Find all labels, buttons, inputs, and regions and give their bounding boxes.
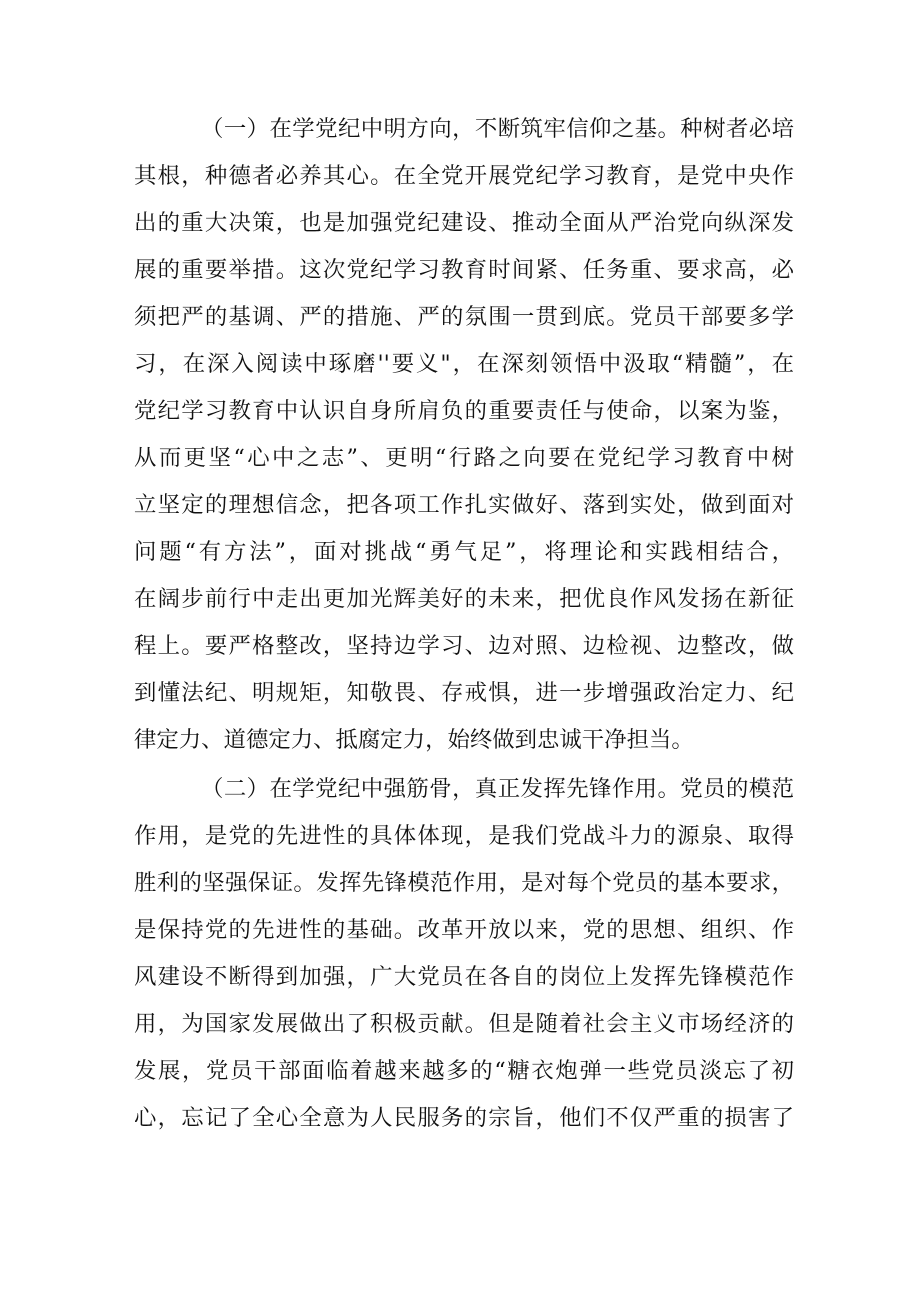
paragraph-line: 党纪学习教育中认识自身所肩负的重要责任与使命，以案为鉴， bbox=[134, 398, 794, 424]
paragraph-line: 程上。要严格整改，坚持边学习、边对照、边检视、边整改，做 bbox=[134, 633, 794, 659]
paragraph-line: 是保持党的先进性的基础。改革开放以来，党的思想、组织、作 bbox=[134, 917, 794, 943]
paragraph-line: 胜利的坚强保证。发挥先锋模范作用，是对每个党员的基本要求， bbox=[134, 870, 794, 896]
paragraph-line: 展的重要举措。这次党纪学习教育时间紧、任务重、要求高，必 bbox=[134, 257, 794, 283]
paragraph-line: （二）在学党纪中强筋骨，真正发挥先锋作用。党员的模范 bbox=[201, 776, 794, 802]
paragraph-line: 问题“有方法”，面对挑战“勇气足”，将理论和实践相结合， bbox=[134, 539, 794, 565]
paragraph-line: 心，忘记了全心全意为人民服务的宗旨，他们不仅严重的损害了 bbox=[134, 1105, 794, 1131]
paragraph-2 bbox=[134, 766, 794, 1142]
paragraph-line: 到懂法纪、明规矩，知敬畏、存戒惧，进一步增强政治定力、纪 bbox=[134, 680, 794, 706]
paragraph-line: 出的重大决策，也是加强党纪建设、推动全面从严治党向纵深发 bbox=[134, 210, 794, 236]
paragraph-line: 用，为国家发展做出了积极贡献。但是随着社会主义市场经济的 bbox=[134, 1011, 794, 1037]
paragraph-line: 律定力、道德定力、抵腐定力，始终做到忠诚干净担当。 bbox=[134, 727, 694, 753]
paragraph-line: 其根，种德者必养其心。在全党开展党纪学习教育，是党中央作 bbox=[134, 163, 794, 189]
paragraph-line: 立坚定的理想信念，把各项工作扎实做好、落到实处，做到面对 bbox=[134, 492, 794, 518]
paragraph-line: 风建设不断得到加强，广大党员在各自的岗位上发挥先锋模范作 bbox=[134, 964, 794, 990]
paragraph-line: 须把严的基调、严的措施、严的氛围一贯到底。党员干部要多学 bbox=[134, 304, 794, 330]
paragraph-line: （一）在学党纪中明方向，不断筑牢信仰之基。种树者必培 bbox=[201, 116, 794, 142]
paragraph-line: 从而更坚“心中之志”、更明“行路之向要在党纪学习教育中树 bbox=[134, 445, 794, 471]
paragraph-line: 发展，党员干部面临着越来越多的“糖衣炮弹一些党员淡忘了初 bbox=[134, 1058, 794, 1084]
paragraph-line: 作用，是党的先进性的具体体现，是我们党战斗力的源泉、取得 bbox=[134, 823, 794, 849]
paragraph-line: 在阔步前行中走出更加光辉美好的未来，把优良作风发扬在新征 bbox=[134, 586, 794, 612]
paragraph-1 bbox=[134, 106, 794, 764]
paragraph-line: 习，在深入阅读中琢磨''要义"，在深刻领悟中汲取“精髓”，在 bbox=[134, 351, 794, 377]
